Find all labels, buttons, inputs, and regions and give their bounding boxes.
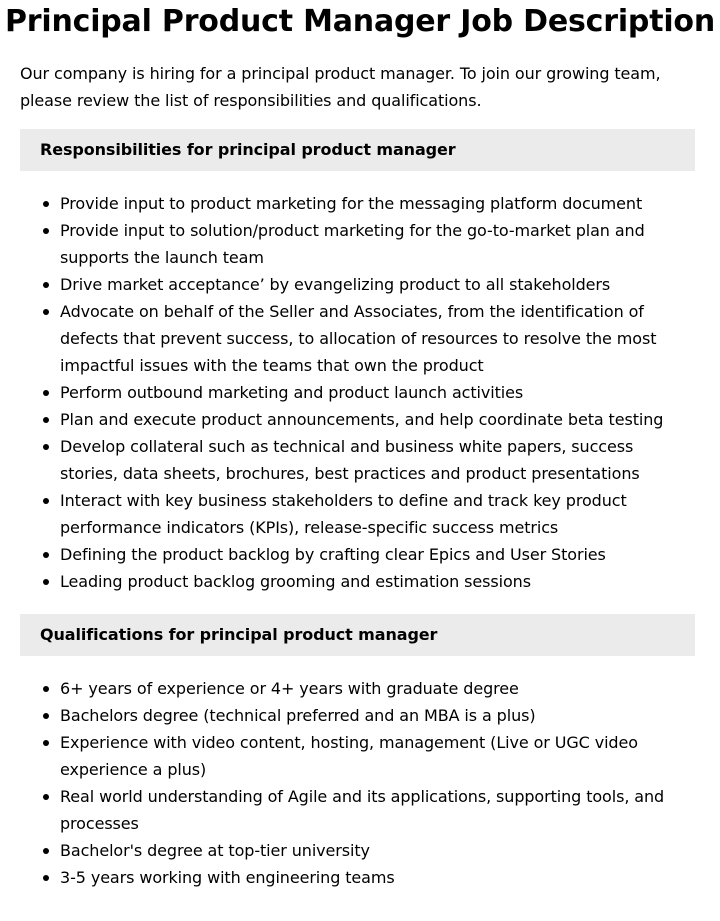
list-item: Provide input to solution/product marketing for the go-to-market plan and supports the launch team	[60, 217, 695, 271]
list-item: Provide input to product marketing for the messaging platform document	[60, 190, 695, 217]
list-item: Experience with video content, hosting, management (Live or UGC video experience a plus)	[60, 729, 695, 783]
responsibilities-heading: Responsibilities for principal product manager	[20, 129, 695, 171]
list-item: 6+ years of experience or 4+ years with graduate degree	[60, 675, 695, 702]
list-item: Real world understanding of Agile and its applications, supporting tools, and processes	[60, 783, 695, 837]
list-item: 3-5 years working with engineering teams	[60, 864, 695, 891]
responsibilities-list	[20, 190, 695, 595]
list-item: Plan and execute product announcements, and help coordinate beta testing	[60, 406, 695, 433]
list-item: Defining the product backlog by crafting clear Epics and User Stories	[60, 541, 695, 568]
list-item: Drive market acceptance’ by evangelizing product to all stakeholders	[60, 271, 695, 298]
qualifications-heading: Qualifications for principal product manager	[20, 614, 695, 656]
list-item: Perform outbound marketing and product launch activities	[60, 379, 695, 406]
list-item: Bachelor's degree at top-tier university	[60, 837, 695, 864]
list-item: Interact with key business stakeholders to define and track key product performance indicators (KPIs), release-specific success metrics	[60, 487, 695, 541]
intro-paragraph: Our company is hiring for a principal product manager. To join our growing team, please review the list of responsibilities and qualifications.	[20, 64, 661, 110]
list-item: Bachelors degree (technical preferred and an MBA is a plus)	[60, 702, 695, 729]
list-item: Leading product backlog grooming and estimation sessions	[60, 568, 695, 595]
list-item: Advocate on behalf of the Seller and Associates, from the identification of defects that prevent success, to allocation of resources to resolve the most impactful issues with the teams that own the product	[60, 298, 695, 379]
page-title: Principal Product Manager Job Description	[4, 4, 715, 39]
list-item: Develop collateral such as technical and business white papers, success stories, data sheets, brochures, best practices and product presentations	[60, 433, 695, 487]
qualifications-list	[20, 675, 695, 891]
